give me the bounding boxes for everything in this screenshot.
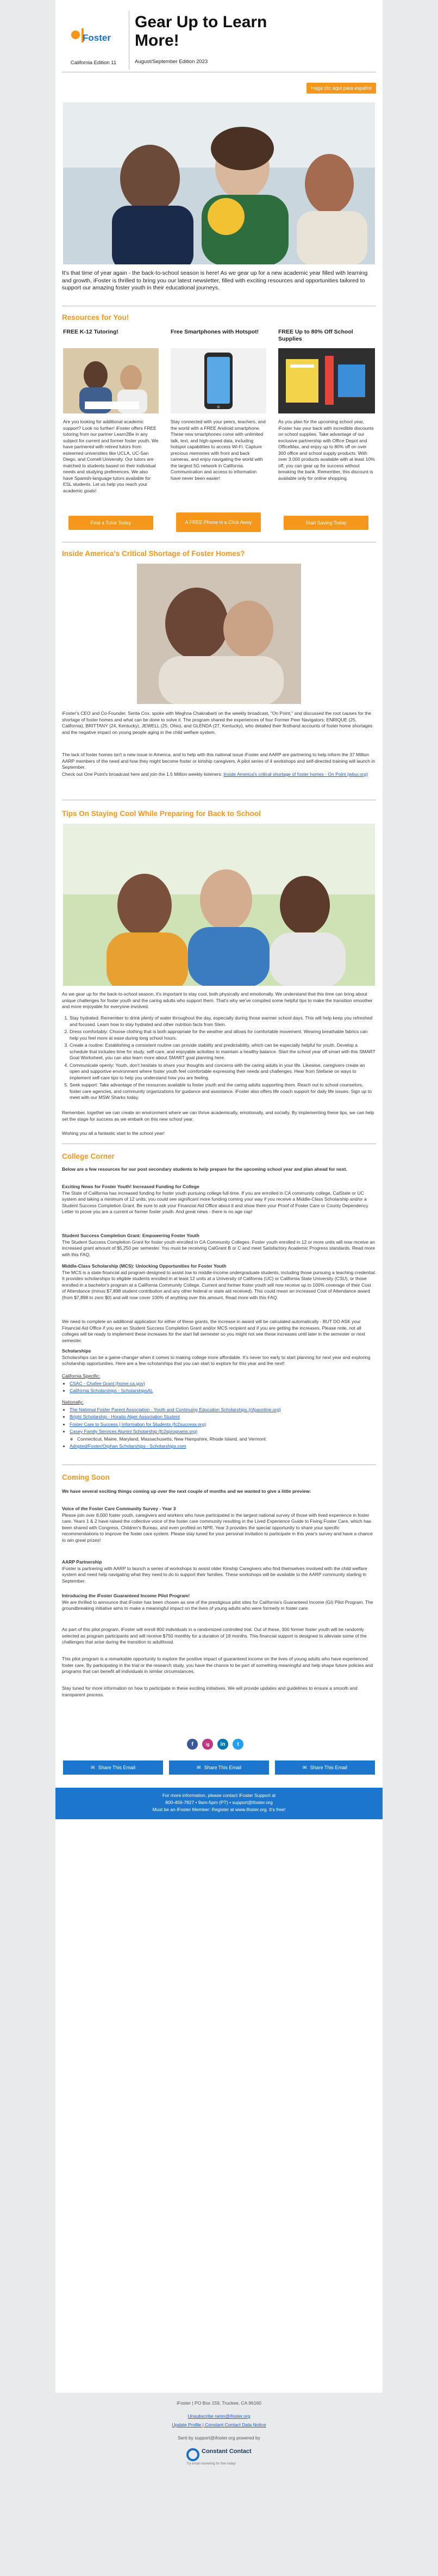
instagram-icon[interactable]: ig — [202, 1739, 213, 1750]
scholarship-link[interactable]: California Scholarships - ScholarshipsAL — [70, 1388, 153, 1393]
tutoring-illustration — [63, 348, 159, 413]
find-tutor-button[interactable]: Find a Tutor Today — [68, 516, 153, 530]
resource-body: As you plan for the upcoming school year, iFoster has your back with incredible discounts on school supplies. Take advantage of our exclusive partnership with Office Depot and OfficeMax, and enjoy up to 80% off on over 300 office and school supply products. With over 3,000 products available with at least 10% off, you can gear up for success without breaking the bank. Remember, this discount is available only for online shopping. — [278, 419, 375, 481]
college-item-title: Middle-Class Scholarship (MCS): Unlocking Opportunities for Foster Youth — [62, 1263, 227, 1269]
envelope-icon: ✉ — [197, 1764, 201, 1770]
soon-item-body: Please join over 8,000 foster youth, caregivers and workers who have participated in the largest national survey of those with lived experience in foster care. Years 1 & 2 have raised the collective voice of the foster care community resulting in the Lived Experience Guide to Fixing Foster Care, which has been shared with Congress, Children's Bureau, and even profiled on NPR. Year 3 provides the special opportunity to share your specific recommendations to improve the foster care system. Please stay tuned for your personal invitation to participate in this year's survey and have a chance to win great prizes! — [62, 1512, 373, 1543]
scholarship-link[interactable]: Casey Family Services Alumni Scholarship (fc2sprograms.org) — [70, 1429, 198, 1434]
newsletter-card — [55, 0, 383, 2393]
college-item-funding — [62, 1184, 376, 1215]
linkedin-icon[interactable]: in — [217, 1739, 228, 1750]
ca-label: California Specific: — [62, 1373, 101, 1379]
soon-item-gi-impact: This pilot program is a remarkable opportunity to explore the positive impact of guaranteed income on the lives of young adults who have experienced foster care. By participating in the trial or the research study, you have the chance to be part of something meaningful and help shape future policies and programs that can benefit all individuals in similar circumstances. — [62, 1656, 373, 1674]
cc-tag: Try email marketing for free today! — [186, 2462, 236, 2466]
soon-heading: Coming Soon — [62, 1473, 110, 1481]
resource-column-tutoring — [63, 329, 159, 336]
contact-line: 800-456-7827 • 9am-5pm (PT) • support@ifoster.org — [165, 1800, 273, 1805]
facebook-icon[interactable]: f — [187, 1739, 198, 1750]
soon-item-gi — [62, 1593, 376, 1612]
soon-item-gi-details: As part of this pilot program, iFoster will enroll 800 individuals in a randomized controlled trial. Out of these, 300 former foster youth will be randomly selected as program participants and will receive $750 monthly for a duration of 18 months. This financial support is designed to alleviate some of the challenges that arise during the transition to adulthood. — [62, 1627, 367, 1645]
cc-name: Constant Contact — [202, 2448, 252, 2455]
start-saving-button[interactable]: Start Saving Today — [284, 516, 368, 530]
contact-line: Must be an iFoster Member: Register at www.ifoster.org. It's free! — [152, 1807, 286, 1812]
soon-item-title: AARP Partnership — [62, 1559, 102, 1565]
college-intro — [62, 1166, 376, 1173]
hero-image — [63, 102, 375, 264]
scholarship-link[interactable]: The National Foster Parent Association - Youth and Continuing Education Scholarships (nfpaonline.org) — [70, 1406, 281, 1412]
college-item-body: The MCS is a state financial aid program designed to assist low to middle-income undergraduate students, including those pursuing a teaching credential. It provides scholarships to eligible students enrolled in at least 12 units at a University of California (UC) or California State University (CSU), or those enrolled in a bachelor's program at a California Community College. Current and former foster youth will now receive up to 100% coverage of their Cost of Attendance (minus $7,898 student contribution and any other federal or state aid received). This could mean an increased Cost of Attendance award (from $7,898 to zero $0) and will now cover 100% of anything over this amount. Read more with this FAQ. — [62, 1269, 376, 1300]
college-item-body: Scholarships can be a game-changer when it comes to making college more affordable. It's never too early to start planning for next year and exploring scholarship opportunities. Here are a few scholarships that you can start to explore for this year and the next! — [62, 1354, 371, 1366]
soon-item-body: iFoster is partnering with AARP to launch a series of workshops to assist older Kinship Caregivers who find themselves involved with the child welfare system and need help navigating what they need to do to support their families. These workshops will be available to the AARP community starting in September. — [62, 1565, 367, 1584]
share-email-button[interactable] — [275, 1760, 375, 1775]
college-item-body: The State of California has increased funding for foster youth pursuing college full-time. If you are enrolled in CA community college, CalState or UC system and taking a minimum of 12 units, you could see significant more funding coming your way if you receive a Middle-Class Scholarship and/or a Student Success Completion Grant. Be sure to ask your Financial Aid Office about it and show them your Proof of Foster Care or County Dependency Letter to prove you are a current or former foster youth. And great news - there is no age cap! — [62, 1190, 368, 1214]
family-illustration — [137, 564, 301, 704]
cool-outro: Remember, together we can create an environment where we can thrive academically, emotionally, and socially. By implementing these tips, we can help set the stage for success as we embark on this new school year. — [62, 1110, 374, 1122]
sent-by: Sent by support@ifoster.org powered by — [178, 2435, 260, 2441]
college-item-title: Scholarships — [62, 1348, 91, 1354]
housing-caption: iFoster's CEO and Co-Founder, Serita Cox, spoke with Meghna Chakrabarti on the weekly broadcast, "On Point," and discussed the root causes for the shortage of foster homes and what can be done to solve it. The program shared the experiences of four Former Peer Navigators; ENRIQUE (25, California), BRITTANY (24, Kentucky), JEWELL (25, Ohio), and GLENDA (27, Kentucky), who detailed their firsthand accounts of foster home shortages and the negative impact on young people aging in the child welfare system. — [62, 711, 373, 735]
free-phone-button[interactable]: A FREE Phone is a Click Away — [176, 512, 261, 532]
tip-item: 4. Communicate openly: Youth, don't hesitate to share your thoughts and concerns with the caring adults in your life. Likewise, caregivers create an open and supportive environment where foster youth feel comfortable expressing their needs and challenges. Hear from Stefanie on ways to implement self-care tips to help you understand how you are feeling. — [70, 1062, 376, 1082]
unsubscribe[interactable]: Unsubscribe ramn@ifoster.org — [187, 2413, 251, 2419]
national-label: Nationally: — [62, 1399, 84, 1405]
share-label: Share This Email — [310, 1765, 347, 1770]
resource-title: Free Smartphones with Hotspot! — [171, 329, 259, 335]
cool-image — [63, 824, 375, 986]
housing-link-paragraph — [62, 771, 376, 778]
constant-contact-badge[interactable] — [186, 2446, 252, 2468]
intro-text: It's that time of year again - the back-to-school season is here! As we gear up for a new academic year filled with learning and growth, iFoster is thrilled to bring you our latest newsletter, filled with exciting resources and opportunities tailored to support our amazing foster youth in their educational journeys. — [62, 270, 368, 291]
share-email-button[interactable] — [169, 1760, 269, 1775]
soon-item-aarp — [62, 1559, 376, 1584]
scholarship-link[interactable]: CSAC - Chafee Grant (home.ca.gov) — [70, 1380, 145, 1386]
tutoring-image — [63, 348, 159, 413]
college-heading: College Corner — [62, 1152, 115, 1160]
share-label: Share This Email — [98, 1765, 135, 1770]
phone-image — [171, 348, 266, 413]
scholarship-link[interactable]: Bright Scholarship - Horatio Alger Association Student — [70, 1414, 180, 1419]
update-profile[interactable]: Update Profile | Constant Contact Data Notice — [172, 2422, 266, 2427]
housing-heading: Inside America's Critical Shortage of Foster Homes? — [62, 549, 245, 558]
resource-body: Are you looking for additional academic support? Look no further! iFoster offers FREE tutoring from our partner Learn2Be in any subject for current and former foster youth. We have partnered with retired tutors from esteemed universities like UCLA, UC-San Diego, and Cornell University. Our tutors are matched to students based on their individual needs and studying preferences. We also have Spanish-language tutors available for ESL students. Let us help you reach your academic goals! — [63, 419, 159, 493]
resource-column-supplies — [278, 329, 375, 343]
tip-item: 5. Seek support: Take advantage of the resources available to foster youth and the caring adults supporting them. Reach out to school counselors, foster care agencies, and community organizations for guidance and assistance. iFoster also offers life coach support for daily life issues. Sign up to meet with our MSW Sharks today. — [70, 1082, 376, 1101]
logo-text: Foster — [83, 33, 111, 43]
supplies-image — [278, 348, 375, 413]
tip-item: 3. Create a routine: Establishing a consistent routine can provide stability and predictability, which can be especially helpful for youth. Develop a schedule that includes time for study, self-care, and enjoyable activities to maintain a healthy balance. Start the school year off smart with this SMART Goal Worksheet, you can also learn more about SMART goal planning here. — [70, 1042, 376, 1061]
hero-students-illustration — [63, 102, 375, 264]
national-scholarships — [62, 1399, 376, 1451]
college-item-mcs — [62, 1263, 376, 1301]
scholarship-link[interactable]: Foster Care to Success | Information for Students (fc2success.org) — [70, 1421, 207, 1427]
scholarship-link[interactable]: Adopted/Foster/Orphan Scholarships - Scholarships.com — [70, 1443, 186, 1449]
page-title: Gear Up to Learn More! — [135, 13, 267, 50]
unsubscribe-link — [0, 2413, 438, 2419]
casey-note: ◦ Connecticut, Maine, Maryland, Massachusetts, New Hampshire, Rhode Island, and Vermont. — [77, 1436, 376, 1443]
resource-column-phone — [171, 329, 266, 336]
date-label: August/September Edition 2023 — [135, 59, 208, 65]
contact-line: For more information, please contact iFoster Support at — [162, 1793, 276, 1798]
spanish-button[interactable]: Haga clic aquí para español — [306, 83, 376, 94]
ca-scholarships — [62, 1373, 376, 1395]
footer-address: iFoster | PO Box 159, Truckee, CA 96160 — [177, 2400, 261, 2406]
soon-item-body: We are thrilled to announce that iFoster has been chosen as one of the prestigious pilot sites for California's Guaranteed Income (GI) Pilot Program. The groundbreaking initiative aims to make a meaningful impact on the lives of young adults who were formerly in foster care. — [62, 1599, 373, 1611]
cool-intro: As we gear up for the back-to-school season, it's important to stay cool, both physically and emotionally. We understand that this time can bring about unique challenges for foster youth and the caring adults who support them. That's why we've compiled some helpful tips to make the transition smoother and more enjoyable for everyone involved. — [62, 991, 373, 1009]
soon-item-stay-tuned: Stay tuned for more information on how to participate in these exciting initiatives. We will provide updates and guidelines to ensure a smooth and transparent process. — [62, 1685, 358, 1697]
housing-body: The lack of foster homes isn't a new issue in America, and to help with this national issue iFoster and AARP are partnering to help inform the 37 Million AARP members of the need and how they might become foster or kinship caregivers. A pilot series of 4 workshops and self-directed training will launch in September. — [62, 752, 376, 770]
resources-heading: Resources for You! — [62, 313, 129, 322]
soon-item-survey — [62, 1506, 376, 1543]
tips-list — [62, 1015, 376, 1102]
resource-title: FREE K-12 Tutoring! — [63, 329, 118, 335]
soon-item-title: Voice of the Foster Care Community Survey - Year 3 — [62, 1506, 176, 1511]
friends-outdoors-illustration — [63, 824, 375, 986]
resource-body: Stay connected with your peers, teachers, and the world with a FREE Android smartphone. These new smartphones come with unlimited talk, text, and high-speed data, including hotspot capabilities to access Wi-Fi. Capture precious memories with front and back cameras, and enjoy navigating the world with the largest 5G network in California. Communication and access to information have never been easier! — [171, 419, 266, 481]
share-email-button[interactable] — [63, 1760, 163, 1775]
college-item-scholarships — [62, 1348, 376, 1367]
soon-intro-text: We have several exciting things coming up over the next couple of months and we wanted to give a little preview: — [62, 1488, 311, 1494]
phone-illustration — [171, 348, 266, 413]
envelope-icon: ✉ — [91, 1764, 95, 1770]
college-item-note: We need to complete an additional application for either of these grants, the increase in award will be calculated automatically - BUT DO ASK your Financial Aid Office if you are an Student Success Completion Grant and/or MCS recipient and if you are getting the increases. Please note, not all colleges will be ready to implement these increases for the start fall semester so you might not see these increases until later in the semester or next semester. — [62, 1319, 365, 1343]
tip-item: 2. Dress comfortably: Choose clothing that is both appropriate for the weather and allows for comfortable movement. Wearing breathable fabrics can help you feel more at ease during long school hours. — [70, 1029, 376, 1041]
constant-contact-icon — [186, 2448, 199, 2461]
college-item-sscg — [62, 1233, 376, 1258]
college-item-title: Exciting News for Foster Youth! Increased Funding for College — [62, 1184, 199, 1189]
housing-link-lead: Check out One Point's broadcast here and join the 1.5 Million weekly listeners: — [62, 771, 224, 777]
college-item-body: The Student Success Completion Grant for foster youth enrolled in CA Community Colleges. Foster youth enrolled in 12 or more units will now receive an increased grant amount of $5,250 per semester. You must be receiving CalGrant B or C and meet Satisfactory Academic Progress standards. Read more with this FAQ. — [62, 1239, 375, 1257]
college-intro-text: Below are a few resources for our post secondary students to help prepare for the upcoming school year and plan ahead for next. — [62, 1166, 347, 1172]
soon-item-title: Introducing the iFoster Guaranteed Income Pilot Program! — [62, 1593, 190, 1598]
logo[interactable] — [71, 26, 111, 48]
update-profile-link — [0, 2422, 438, 2427]
cool-heading: Tips On Staying Cool While Preparing for Back to School — [62, 810, 261, 818]
school-supplies-illustration — [278, 348, 375, 413]
housing-image — [137, 564, 301, 704]
soon-intro — [62, 1488, 376, 1495]
envelope-icon: ✉ — [303, 1764, 307, 1770]
college-item-title: Student Success Completion Grant: Empowering Foster Youth — [62, 1233, 199, 1238]
on-point-link[interactable]: Inside America's critical shortage of foster homes - On Point (wbur.org) — [223, 771, 368, 777]
edition-label: California Edition 11 — [70, 60, 117, 66]
cool-wish: Wishing you all a fantastic start to the school year! — [62, 1131, 165, 1136]
twitter-icon[interactable]: t — [233, 1739, 243, 1750]
share-label: Share This Email — [204, 1765, 241, 1770]
tip-item: 1. Stay hydrated: Remember to drink plenty of water throughout the day, especially during those warmer school days. This will help keep you refreshed and focused. Learn how to stay hydrated and other nutrition facts from Stein. — [70, 1015, 376, 1028]
contact-banner — [55, 1788, 383, 1819]
resource-title: FREE Up to 80% Off School Supplies — [278, 329, 353, 342]
